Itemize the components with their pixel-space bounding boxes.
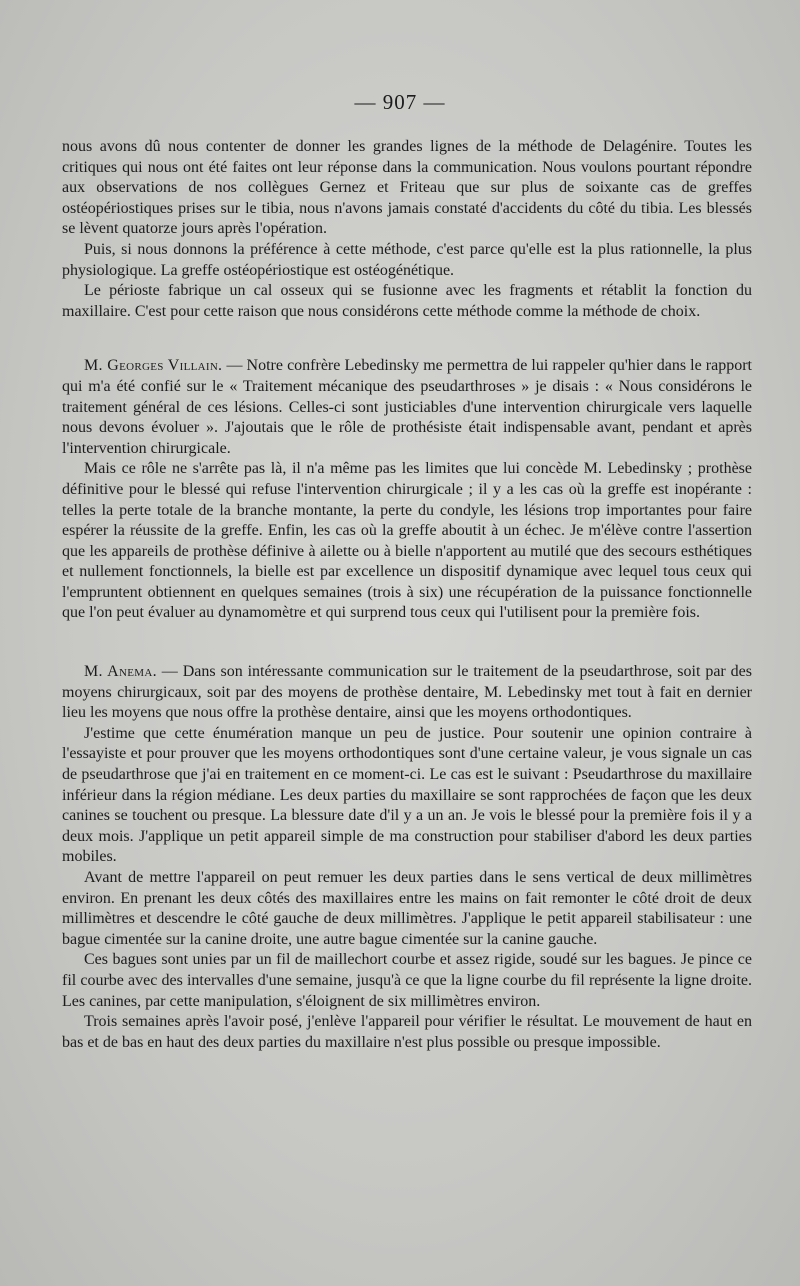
paragraph: Avant de mettre l'appareil on peut remuer les deux parties dans le sens vertical de deux millimètres environ. En prenant les deux côtés des maxillaires entre les mains on fait remonter le côté droit de deux millimètres et descendre le côté gauche de deux millimètres. J'applique le petit appareil stabilisateur : une bague cimentée sur la canine droite, une autre bague cimentée sur la canine gauche.: [62, 869, 752, 948]
paragraph: Le périoste fabrique un cal osseux qui se fusionne avec les fragments et rétablit la fonction du maxillaire. C'est pour cette raison que nous considérons cette méthode comme la méthode de choix.: [62, 282, 752, 320]
speaker-paragraph-villain: [62, 356, 752, 459]
paragraph: Trois semaines après l'avoir posé, j'enlève l'appareil pour vérifier le résultat. Le mouvement de haut en bas et de bas en haut des deux parties du maxillaire n'est plus possible ou presque impossible.: [62, 1013, 752, 1051]
section-gap: [62, 322, 752, 356]
paragraph-lead: — Dans son intéressante communication sur le traitement de la pseudarthrose, soit par des moyens chirurgicaux, soit par des moyens de prothèse dentaire, M. Lebedinsky met tout à fait en dernier lieu les moyens que nous offre la prothèse dentaire, ainsi que les moyens orthodontiques.: [62, 663, 752, 722]
section-gap: [62, 624, 752, 662]
paragraph-lead: — Notre confrère Lebedinsky me permettra de lui rappeler qu'hier dans le rapport qui m'a été confié sur le « Traitement mécanique des pseudarthroses » je disais : « Nous considérons le traitement général de ces lésions. Celles-ci sont justiciables d'une intervention chirurgicale vers laquelle nous devons évoluer ». J'ajoutais que le rôle de prothésiste était indispensable avant, pendant et après l'intervention chirurgicale.: [62, 357, 752, 457]
paragraph: Puis, si nous donnons la préférence à cette méthode, c'est parce qu'elle est la plus rationnelle, la plus physiologique. La greffe ostéopériostique est ostéogénétique.: [62, 240, 752, 279]
body-text: [62, 137, 752, 1053]
paragraph: nous avons dû nous contenter de donner les grandes lignes de la méthode de Delagénire. Toutes les critiques qui nous ont été faites ont leur réponse dans la communication. Nous voulons pourtant répondre aux observations de nos collègues Gernez et Friteau que sur plus de soixante cas de greffes ostéopériostiques prises sur le tibia, nous n'avons jamais constaté d'accidents du côté du tibia. Les blessés se lèvent quatorze jours après l'opération.: [62, 138, 752, 238]
paragraph: Ces bagues sont unies par un fil de maillechort courbe et assez rigide, soudé sur les bagues. Je pince ce fil courbe avec des intervalles d'une semaine, jusqu'à ce que la ligne courbe du fil représente la ligne droite. Les canines, par cette manipulation, s'éloignent de six millimètres environ.: [62, 951, 752, 1010]
speaker-name: M. Georges Villain.: [84, 357, 223, 375]
speaker-name: M. Anema.: [84, 663, 157, 681]
speaker-paragraph-anema: [62, 662, 752, 724]
paragraph: Mais ce rôle ne s'arrête pas là, il n'a même pas les limites que lui concède M. Lebedinsky ; prothèse définitive pour le blessé qui refuse l'intervention chirurgicale ; il y a les cas où la greffe est inopérante : telles la perte totale de la branche montante, la perte du condyle, les lésions trop importantes pour faire espérer la réussite de la greffe. Enfin, les cas où la greffe aboutit à un échec. Je m'élève contre l'assertion que les appareils de prothèse définive à ailette ou à bielle n'apportent au mutilé que des secours esthétiques et nullement fonctionnels, la bielle est par excellence un dispositif dynamique avec lequel tous ceux qui l'empruntent obtiennent en quelques semaines (trois à six) une récupération de la puissance fonctionnelle que l'on peut évaluer au dynamomètre et qui surprend tous ceux qui l'utilisent pour la première fois.: [62, 460, 752, 622]
paragraph: J'estime que cette énumération manque un peu de justice. Pour soutenir une opinion contraire à l'essayiste et pour prouver que les moyens orthodontiques sont d'une certaine valeur, je vous signale un cas de pseudarthrose que j'ai en traitement en ce moment-ci. Le cas est le suivant : Pseudarthrose du maxillaire inférieur dans la région médiane. Les deux parties du maxillaire se sont rapprochées de façon que les deux canines se touchent ou presque. La blessure date d'il y a un an. Je vois le blessé pour la première fois il y a deux mois. J'applique un petit appareil simple de ma construction pour stabiliser d'abord les deux parties mobiles.: [62, 724, 752, 866]
page-number: — 907 —: [354, 90, 446, 114]
